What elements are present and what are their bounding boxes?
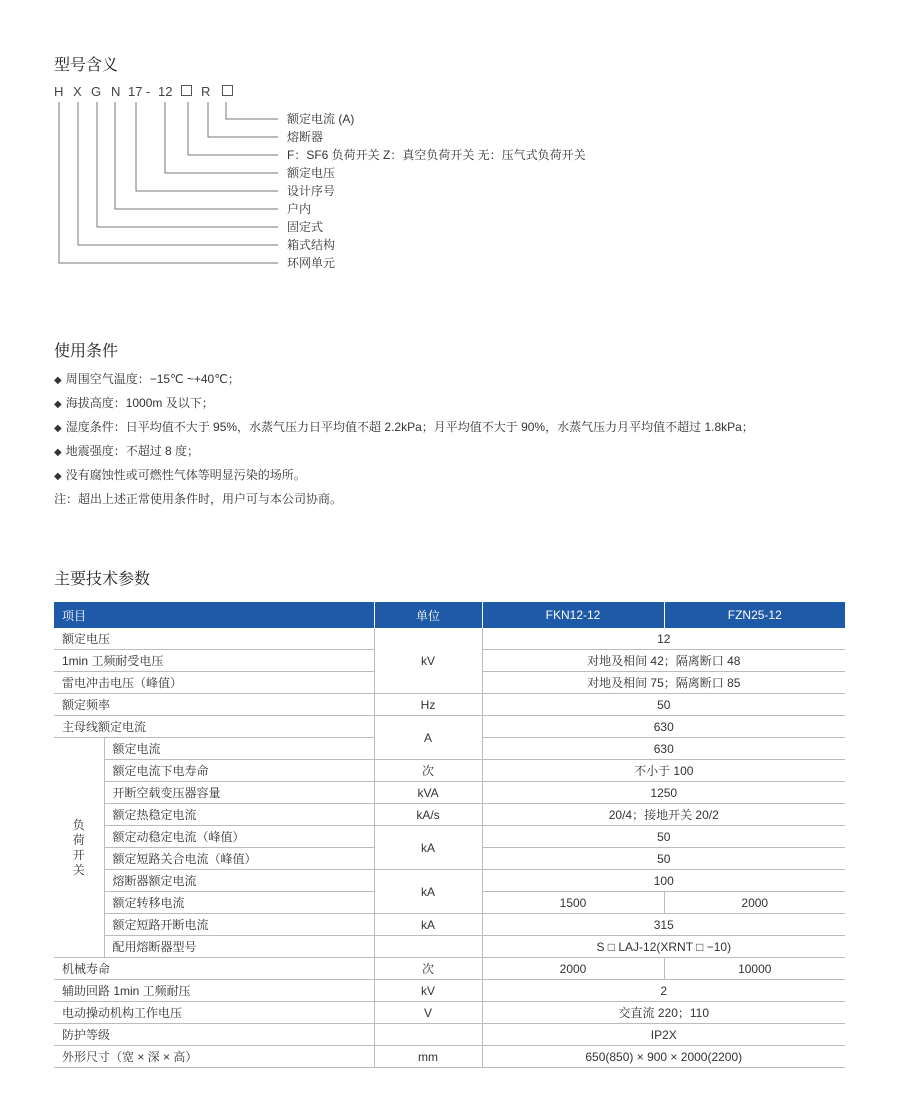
table-row: 雷电冲击电压（峰值） 对地及相间 75；隔离断口 85	[54, 672, 845, 694]
model-label-design-seq: 设计序号	[287, 184, 336, 198]
table-row: 1min 工频耐受电压 对地及相间 42；隔离断口 48	[54, 650, 845, 672]
model-leader-lines	[0, 0, 900, 290]
table-row: 防护等级 IP2X	[54, 1024, 845, 1046]
conditions-note: 注：超出上述正常使用条件时，用户可与本公司协商。	[54, 492, 343, 506]
model-label-rated-voltage: 额定电压	[287, 166, 336, 180]
diamond-bullet-icon: ◆	[54, 447, 62, 458]
table-row: 熔断器额定电流 kA 100	[54, 870, 845, 892]
model-label-switch-type: F：SF6 负荷开关 Z：真空负荷开关 无：压气式负荷开关	[287, 148, 586, 162]
model-label-box-structure: 箱式结构	[287, 238, 336, 252]
table-row: 配用熔断器型号 S □ LAJ-12(XRNT □ −10)	[54, 936, 845, 958]
code-design-seq: 17	[128, 84, 143, 99]
header-item: 项目	[54, 602, 374, 628]
table-row: 额定转移电流 1500 2000	[54, 892, 845, 914]
code-char-x: X	[73, 84, 82, 99]
table-row: 辅助回路 1min 工频耐压 kV 2	[54, 980, 845, 1002]
model-label-fixed: 固定式	[287, 220, 324, 234]
header-unit: 单位	[374, 602, 482, 628]
table-row: 额定热稳定电流 kA/s 20/4；接地开关 20/2	[54, 804, 845, 826]
condition-item: ◆ 地震强度：不超过 8 度；	[54, 444, 200, 458]
condition-item: ◆ 湿度条件：日平均值不大于 95%，水蒸气压力日平均值不超 2.2kPa；月平均值不大于 90%，水蒸气压力月平均值不超过 1.8kPa；	[54, 420, 754, 434]
model-label-ring-unit: 环网单元	[287, 256, 336, 270]
table-row: 额定频率 Hz 50	[54, 694, 845, 716]
code-char-g: G	[91, 84, 102, 99]
code-char-r: R	[201, 84, 211, 99]
table-row: 额定电流下电寿命 次 不小于 100	[54, 760, 845, 782]
table-row: 电动操动机构工作电压 V 交直流 220；110	[54, 1002, 845, 1024]
model-section-title: 型号含义	[54, 57, 119, 74]
condition-item: ◆ 海拔高度：1000m 及以下；	[54, 396, 214, 410]
diamond-bullet-icon: ◆	[54, 471, 62, 482]
condition-item: ◆ 没有腐蚀性或可燃性气体等明显污染的场所。	[54, 468, 306, 482]
table-row: 外形尺寸（宽 × 深 × 高） mm 650(850) × 900 × 2000(2200)	[54, 1046, 845, 1068]
header-fzn: FZN25-12	[664, 602, 845, 628]
table-header-row	[54, 602, 845, 628]
diamond-bullet-icon: ◆	[54, 423, 62, 434]
table-row: 额定动稳定电流（峰值） kA 50	[54, 826, 845, 848]
table-row: 主母线额定电流 A 630	[54, 716, 845, 738]
model-label-indoor: 户内	[287, 202, 312, 216]
diamond-bullet-icon: ◆	[54, 399, 62, 410]
conditions-section-title: 使用条件	[54, 343, 119, 360]
table-row: 额定短路开断电流 kA 315	[54, 914, 845, 936]
load-switch-group-label: 负 荷 开 关	[54, 738, 104, 958]
specs-table	[54, 602, 845, 1068]
table-row: 开断空载变压器容量 kVA 1250	[54, 782, 845, 804]
code-voltage: 12	[158, 84, 173, 99]
condition-item: ◆ 周围空气温度：−15℃ ~+40℃；	[54, 372, 240, 386]
code-dash: -	[146, 84, 151, 99]
code-char-h: H	[54, 84, 64, 99]
header-fkn: FKN12-12	[482, 602, 664, 628]
table-row: 额定短路关合电流（峰值） 50	[54, 848, 845, 870]
table-row: 机械寿命 次 2000 10000	[54, 958, 845, 980]
model-label-rated-current: 额定电流 (A)	[287, 112, 355, 126]
table-row: 负 荷 开 关 额定电流 630	[54, 738, 845, 760]
diamond-bullet-icon: ◆	[54, 375, 62, 386]
model-label-fuse: 熔断器	[287, 130, 324, 144]
table-row: 额定电压 kV 12	[54, 628, 845, 650]
code-char-n: N	[111, 84, 121, 99]
specs-section-title: 主要技术参数	[54, 571, 151, 588]
